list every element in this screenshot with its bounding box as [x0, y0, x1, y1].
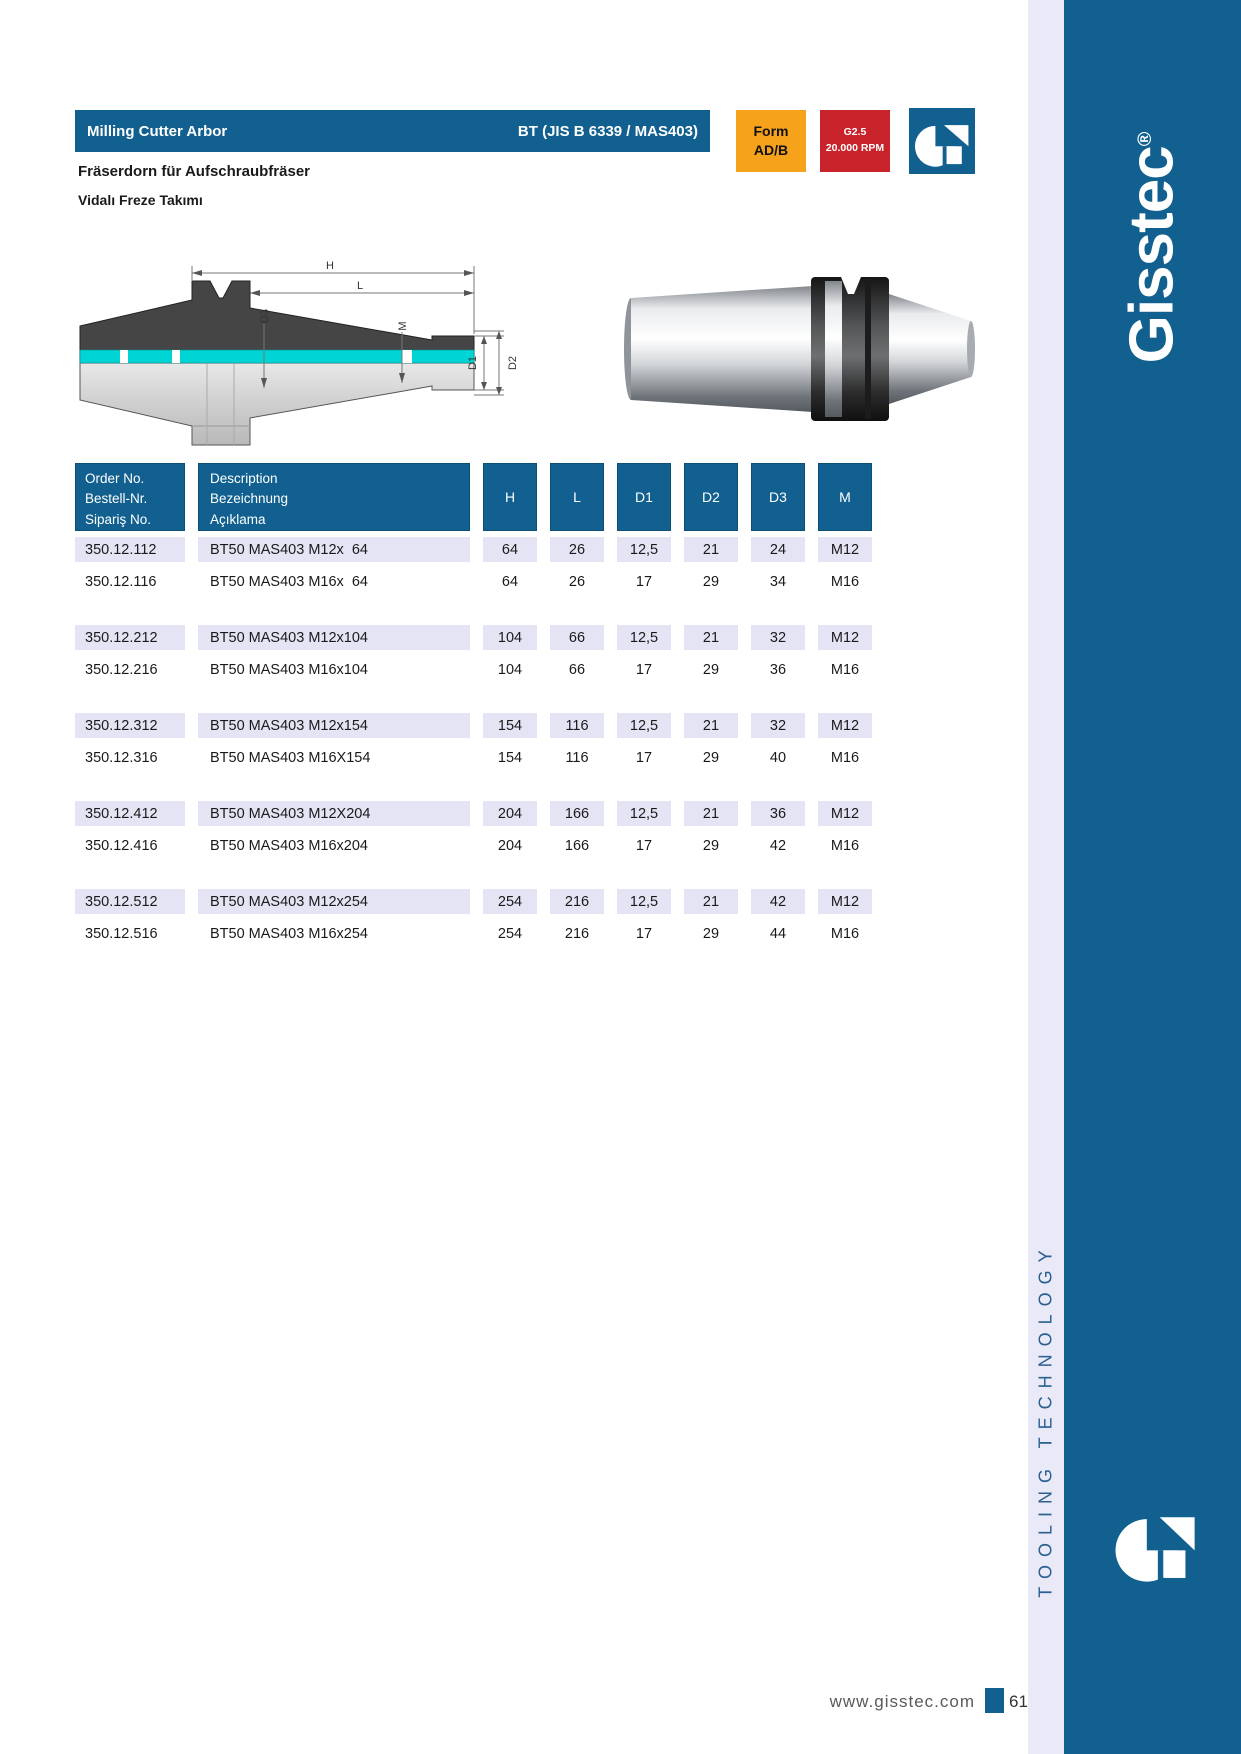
header-dim-l: L: [550, 463, 604, 531]
description-cell: BT50 MAS403 M16X154: [210, 749, 371, 766]
gisstec-logo-icon: [1110, 1497, 1202, 1589]
dim-value-cell: 166: [550, 801, 604, 826]
dim-m-label: M: [397, 321, 409, 331]
dim-value-cell: M16: [830, 837, 860, 854]
dim-value-cell: 64: [501, 573, 519, 590]
dim-d3-label: D3: [259, 308, 271, 324]
dim-value-cell: 29: [702, 573, 720, 590]
description-cell: BT50 MAS403 M16x204: [210, 837, 368, 854]
dim-value-cell: 116: [550, 713, 604, 738]
table-body: [75, 537, 875, 946]
dim-l-label: L: [356, 280, 364, 292]
header-order-no: Order No. Bestell-Nr. Sipariş No.: [75, 463, 185, 531]
dim-value-cell: M12: [818, 537, 872, 562]
description-cell: BT50 MAS403 M16x254: [210, 925, 368, 942]
table-row: [75, 569, 875, 594]
dim-value-cell: 17: [635, 661, 653, 678]
footer-url: www.gisstec.com: [829, 1692, 975, 1711]
order-no-cell: 350.12.312: [75, 713, 185, 738]
header-dim-m: M: [818, 463, 872, 531]
dim-value-cell: 26: [568, 573, 586, 590]
dim-value-cell: 204: [497, 837, 523, 854]
dim-d1-label: D1: [467, 355, 479, 371]
order-no-cell: 350.12.116: [85, 573, 157, 590]
table-row: [75, 537, 875, 562]
order-no-cell: 350.12.316: [85, 749, 158, 766]
brand-name: Gisstec: [1117, 146, 1187, 364]
dim-value-cell: 26: [550, 537, 604, 562]
table-row: [75, 833, 875, 858]
dim-value-cell: 17: [635, 749, 653, 766]
dim-value-cell: 254: [497, 925, 523, 942]
brand-tagline: TOOLING TECHNOLOGY: [1035, 1242, 1056, 1598]
dim-value-cell: M12: [818, 713, 872, 738]
dim-value-cell: 64: [483, 537, 537, 562]
dim-value-cell: 154: [497, 749, 523, 766]
dim-value-cell: 104: [483, 625, 537, 650]
dim-value-cell: 216: [550, 889, 604, 914]
page-title: Milling Cutter Arbor: [87, 122, 228, 140]
dim-value-cell: 29: [702, 925, 720, 942]
header-description: Description Bezeichnung Açıklama: [198, 463, 470, 531]
dim-value-cell: 32: [751, 625, 805, 650]
header-dim-d1: D1: [617, 463, 671, 531]
dim-value-cell: 24: [751, 537, 805, 562]
dim-value-cell: 36: [751, 801, 805, 826]
dim-value-cell: 21: [684, 537, 738, 562]
dim-value-cell: M16: [830, 749, 860, 766]
dim-value-cell: 29: [702, 661, 720, 678]
description-cell: BT50 MAS403 M12X204: [198, 801, 470, 826]
dim-value-cell: M16: [830, 661, 860, 678]
order-no-cell: 350.12.216: [85, 661, 158, 678]
dim-value-cell: M12: [818, 625, 872, 650]
form-badge-line1: Form: [753, 123, 789, 140]
form-badge-line2: AD/B: [753, 142, 789, 158]
dim-value-cell: 17: [635, 925, 653, 942]
table-row: [75, 745, 875, 770]
order-no-cell: 350.12.416: [85, 837, 158, 854]
dim-value-cell: 254: [483, 889, 537, 914]
dim-value-cell: 40: [769, 749, 787, 766]
table-row: [75, 713, 875, 738]
dim-d2-label: D2: [507, 355, 519, 371]
dim-value-cell: 104: [497, 661, 523, 678]
table-header: [75, 463, 875, 531]
table-row: [75, 889, 875, 914]
dim-value-cell: 17: [635, 837, 653, 854]
order-no-cell: 350.12.212: [75, 625, 185, 650]
dim-value-cell: 34: [769, 573, 787, 590]
dimension-table: [75, 463, 875, 977]
balance-rpm: 20.000 RPM: [825, 142, 885, 154]
gisstec-badge-icon: [906, 108, 978, 174]
header-dim-d2: D2: [684, 463, 738, 531]
dim-value-cell: 12,5: [617, 889, 671, 914]
description-cell: BT50 MAS403 M12x 64: [198, 537, 470, 562]
dim-value-cell: 21: [684, 801, 738, 826]
registered-mark: ®: [1133, 132, 1156, 147]
order-no-cell: 350.12.516: [85, 925, 158, 942]
title-bar: [75, 110, 710, 152]
footer-page-number: 61: [1009, 1692, 1028, 1711]
description-cell: BT50 MAS403 M16x 64: [210, 573, 368, 590]
order-no-cell: 350.12.412: [75, 801, 185, 826]
table-row: [75, 625, 875, 650]
standard-label: BT (JIS B 6339 / MAS403): [517, 122, 698, 140]
dim-value-cell: 116: [565, 749, 589, 766]
dim-value-cell: 216: [564, 925, 590, 942]
description-cell: BT50 MAS403 M12x104: [198, 625, 470, 650]
dim-h-label: H: [326, 260, 334, 272]
dim-value-cell: 21: [684, 889, 738, 914]
dim-value-cell: 12,5: [617, 713, 671, 738]
dim-value-cell: 12,5: [617, 625, 671, 650]
brand-logo-text: [1117, 133, 1188, 364]
header-dim-d3: D3: [751, 463, 805, 531]
balance-badge: [820, 110, 890, 172]
dim-value-cell: 12,5: [617, 537, 671, 562]
table-row-group: [75, 713, 875, 770]
table-row: [75, 801, 875, 826]
description-cell: BT50 MAS403 M12x154: [198, 713, 470, 738]
dim-value-cell: 36: [769, 661, 787, 678]
product-photo: [565, 252, 985, 442]
footer-page-marker: [985, 1688, 1004, 1713]
description-cell: BT50 MAS403 M12x254: [198, 889, 470, 914]
dim-value-cell: 44: [769, 925, 787, 942]
header-dim-h: H: [483, 463, 537, 531]
table-row: [75, 657, 875, 682]
table-row-group: [75, 625, 875, 682]
subtitle-german: Fräserdorn für Aufschraubfräser: [78, 163, 311, 180]
table-row-group: [75, 801, 875, 858]
dim-value-cell: 17: [635, 573, 653, 590]
dim-value-cell: M16: [830, 925, 860, 942]
dim-value-cell: 42: [751, 889, 805, 914]
form-badge: [736, 110, 806, 172]
dim-value-cell: 12,5: [617, 801, 671, 826]
dim-value-cell: 66: [568, 661, 586, 678]
dim-value-cell: M12: [818, 801, 872, 826]
description-cell: BT50 MAS403 M16x104: [210, 661, 368, 678]
dim-value-cell: 32: [751, 713, 805, 738]
order-no-cell: 350.12.112: [75, 537, 185, 562]
dim-value-cell: M12: [818, 889, 872, 914]
table-row: [75, 921, 875, 946]
dim-value-cell: 29: [702, 749, 720, 766]
technical-drawing: [72, 238, 522, 450]
dim-value-cell: 29: [702, 837, 720, 854]
dim-value-cell: M16: [830, 573, 860, 590]
table-row-group: [75, 537, 875, 594]
subtitle-turkish: Vidalı Freze Takımı: [78, 192, 203, 208]
dim-value-cell: 204: [483, 801, 537, 826]
order-no-cell: 350.12.512: [75, 889, 185, 914]
table-row-group: [75, 889, 875, 946]
dim-value-cell: 21: [684, 625, 738, 650]
dim-value-cell: 154: [483, 713, 537, 738]
dim-value-cell: 66: [550, 625, 604, 650]
dim-value-cell: 166: [564, 837, 590, 854]
dim-value-cell: 42: [769, 837, 787, 854]
dim-value-cell: 21: [684, 713, 738, 738]
balance-grade: G2.5: [843, 126, 867, 139]
